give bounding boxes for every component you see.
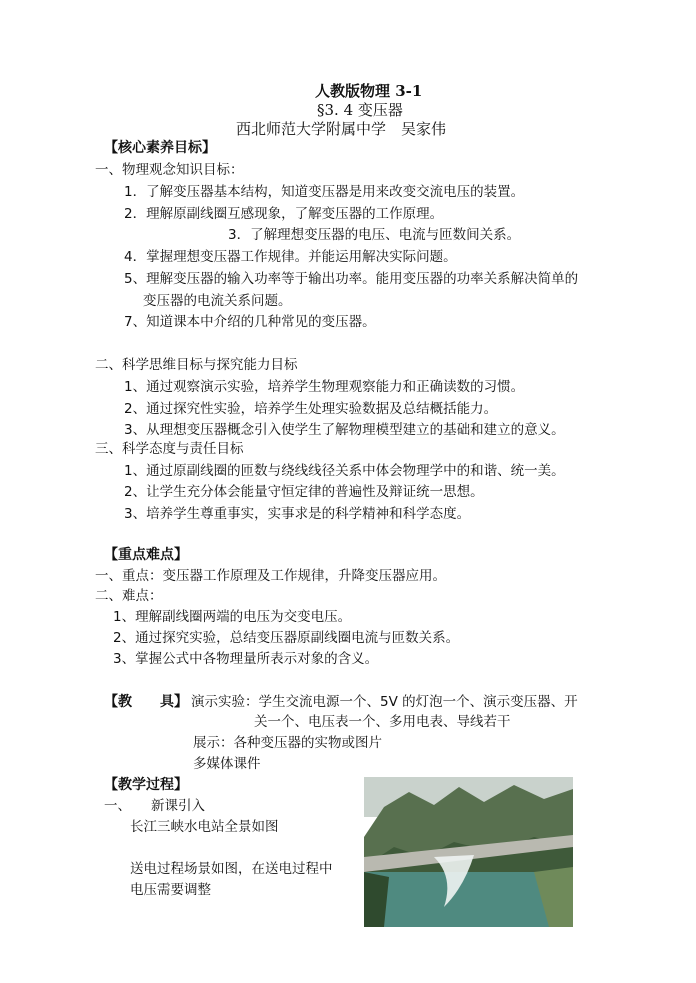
goal-item: 1、通过原副线圈的匝数与绕线线径关系中体会物理学中的和谐、统一美。: [124, 463, 565, 479]
intro-line: 长江三峡水电站全景如图: [130, 819, 279, 835]
document-title: 人教版物理 3-1: [315, 82, 423, 100]
author-line: 西北师范大学附属中学 吴家伟: [236, 120, 447, 138]
goal-item: 4．掌握理想变压器工作规律。并能运用解决实际问题。: [124, 249, 457, 265]
section-2-title: 二、科学思维目标与探究能力目标: [95, 357, 298, 373]
intro-title: 新课引入: [151, 798, 205, 814]
intro-number: 一、: [104, 798, 131, 814]
tools-heading: 【教 具】: [104, 694, 188, 710]
tools-line: 关一个、电压表一个、多用电表、导线若干: [254, 714, 511, 730]
difficulty-title: 二、难点：: [95, 588, 163, 604]
difficulty-item: 2、通过探究实验，总结变压器原副线圈电流与匝数关系。: [113, 630, 460, 646]
intro-line: 电压需要调整: [130, 882, 211, 898]
goal-item: 7、知道课本中介绍的几种常见的变压器。: [124, 314, 376, 330]
goal-item: 1、通过观察演示实验，培养学生物理观察能力和正确读数的习惯。: [124, 379, 525, 395]
goal-item: 1．了解变压器基本结构，知道变压器是用来改变交流电压的装置。: [124, 184, 525, 200]
chapter-title: §3. 4 变压器: [317, 101, 403, 119]
goal-item: 2、通过探究性实验，培养学生处理实验数据及总结概括能力。: [124, 401, 498, 417]
section-1-title: 一、物理观念知识目标：: [95, 162, 244, 178]
tools-line: 展示：各种变压器的实物或图片: [193, 735, 382, 751]
goal-item: 3、从理想变压器概念引入使学生了解物理模型建立的基础和建立的意义。: [124, 422, 565, 438]
goal-item: 2．理解原副线圈互感现象，了解变压器的工作原理。: [124, 206, 444, 222]
section-3-title: 三、科学态度与责任目标: [95, 441, 244, 457]
tools-line: 多媒体课件: [193, 756, 261, 772]
intro-line: 送电过程场景如图，在送电过程中: [130, 861, 333, 877]
difficulty-item: 3、掌握公式中各物理量所表示对象的含义。: [113, 651, 379, 667]
key-focus: 一、重点：变压器工作原理及工作规律，升降变压器应用。: [95, 568, 446, 584]
goal-item: 3．了解理想变压器的电压、电流与匝数间关系。: [228, 227, 521, 243]
difficulty-item: 1、理解副线圈两端的电压为交变电压。: [113, 609, 352, 625]
three-gorges-dam-photo: [364, 777, 573, 927]
goal-item: 5、理解变压器的输入功率等于输出功率。能用变压器的功率关系解决简单的: [124, 271, 579, 287]
core-goals-heading: 【核心素养目标】: [104, 140, 216, 156]
goal-item: 2、让学生充分体会能量守恒定律的普遍性及辩证统一思想。: [124, 484, 484, 500]
key-points-heading: 【重点难点】: [104, 547, 188, 563]
tools-line: 演示实验：学生交流电源一个、5V 的灯泡一个、演示变压器、开: [191, 694, 578, 710]
process-heading: 【教学过程】: [104, 777, 188, 793]
goal-item: 3、培养学生尊重事实，实事求是的科学精神和科学态度。: [124, 506, 471, 522]
goal-item-continuation: 变压器的电流关系问题。: [143, 293, 292, 309]
